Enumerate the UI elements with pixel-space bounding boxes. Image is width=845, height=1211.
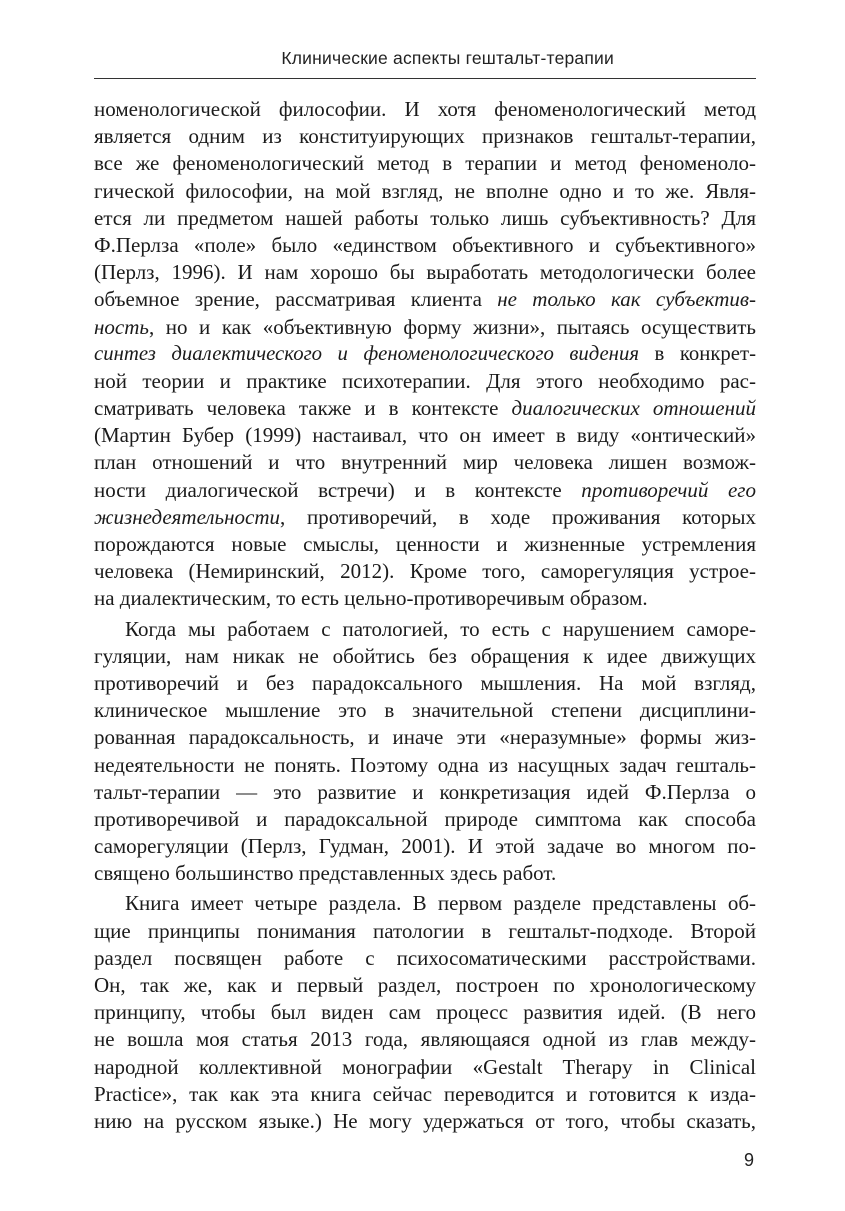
text-line: Ф.Перлза «поле» было «единством объективного и субъективного»	[94, 232, 756, 257]
italic-phrase: синтез диалектического и феноменологического видения	[94, 342, 639, 365]
text-line: (Перлз, 1996). И нам хорошо бы выработать методологически более	[94, 260, 756, 285]
text-line: все же феноменологический метод в терапии и метод феноменоло-	[94, 151, 756, 176]
text-line: противоречий и без парадоксального мышления. На мой взгляд,	[94, 670, 756, 695]
text-line: план отношений и что внутренний мир человека лишен возмож-	[94, 450, 756, 475]
running-title: Клинические аспекты гештальт-терапии	[281, 48, 614, 68]
text-line: раздел посвящен работе с психосоматическими расстройствами.	[94, 945, 756, 970]
text-line: противоречивой и парадоксальной природе симптома как способа	[94, 806, 756, 831]
text-line: (Мартин Бубер (1999) настаивал, что он имеет в виду «онтический»	[94, 423, 756, 448]
text-line: Он, так же, как и первый раздел, построен по хронологическому	[94, 973, 756, 997]
text-line: ность, но и как «объективную форму жизни», пытаясь осуществить	[94, 314, 756, 339]
text-line: тальт-терапии — это развитие и конкретизация идей Ф.Перлза о	[94, 779, 756, 804]
text-line: человека (Немиринский, 2012). Кроме того, саморегуляция устрое-	[94, 559, 756, 584]
italic-phrase: ность	[94, 314, 149, 339]
text-line: гуляции, нам никак не обойтись без обращения к идее движущих	[94, 643, 756, 668]
text-line: недеятельности не понять. Поэтому одна из насущных задач гешталь-	[94, 752, 756, 777]
italic-phrase: диалогических отношений	[511, 396, 756, 421]
text-line: сматривать человека также и в контексте диалогических отношений	[94, 396, 756, 421]
running-header	[94, 46, 756, 79]
paragraph-1	[94, 96, 756, 613]
text-line: Книга имеет четыре раздела. В первом разделе представлены об-	[125, 891, 756, 916]
text-line: порождаются новые смыслы, ценности и жизненные устремления	[94, 532, 756, 556]
page-number: 9	[743, 1150, 754, 1170]
text-line: Когда мы работаем с патологией, то есть с нарушением саморе-	[125, 616, 756, 641]
text-line: на диалектическим, то есть цельно-противоречивым образом.	[94, 586, 648, 611]
italic-phrase: противоречий его	[581, 477, 756, 502]
text-line: клиническое мышление это в значительной степени дисциплини-	[94, 698, 756, 723]
text-line: синтез диалектического и феноменологического видения в конкрет-	[94, 342, 756, 365]
text-line: народной коллективной монографии «Gestalt Therapy in Clinical	[94, 1054, 756, 1079]
text-line: нию на русском языке.) Не могу удержаться от того, чтобы сказать,	[94, 1108, 756, 1133]
text-line: Practice», так как эта книга сейчас переводится и готовится к изда-	[94, 1081, 756, 1106]
text-line: саморегуляции (Перлз, Гудман, 2001). И этой задаче во многом по-	[94, 834, 756, 859]
text-line: щие принципы понимания патологии в гештальт-подходе. Второй	[94, 918, 756, 943]
italic-phrase: жизнедеятельности	[94, 504, 280, 529]
italic-phrase: не только как субъектив-	[497, 287, 756, 312]
text-line: ной теории и практике психотерапии. Для этого необходимо рас-	[94, 368, 756, 393]
paragraph-2	[94, 616, 756, 888]
text-line: объемное зрение, рассматривая клиента не только как субъектив-	[94, 287, 756, 312]
text-line: принципу, чтобы был виден сам процесс развития идей. (В него	[94, 1000, 756, 1025]
body-text	[94, 96, 756, 1135]
text-line: является одним из конституирующих признаков гештальт-терапии,	[94, 124, 756, 149]
text-line: не вошла моя статья 2013 года, являющаяся одной из глав между-	[94, 1027, 756, 1052]
text-line: жизнедеятельности, противоречий, в ходе проживания которых	[94, 504, 756, 529]
text-line: ности диалогической встречи) и в контексте противоречий его	[94, 477, 756, 502]
text-line: рованная парадоксальность, и иначе эти «неразумные» формы жиз-	[94, 725, 756, 750]
text-line: гической философии, на мой взгляд, не вполне одно и то же. Явля-	[94, 178, 756, 203]
text-line: священо большинство представленных здесь работ.	[94, 861, 557, 886]
text-line: ется ли предметом нашей работы только лишь субъективность? Для	[94, 205, 756, 230]
paragraph-3	[94, 890, 756, 1135]
text-line: номенологической философии. И хотя феноменологический метод	[94, 97, 756, 121]
